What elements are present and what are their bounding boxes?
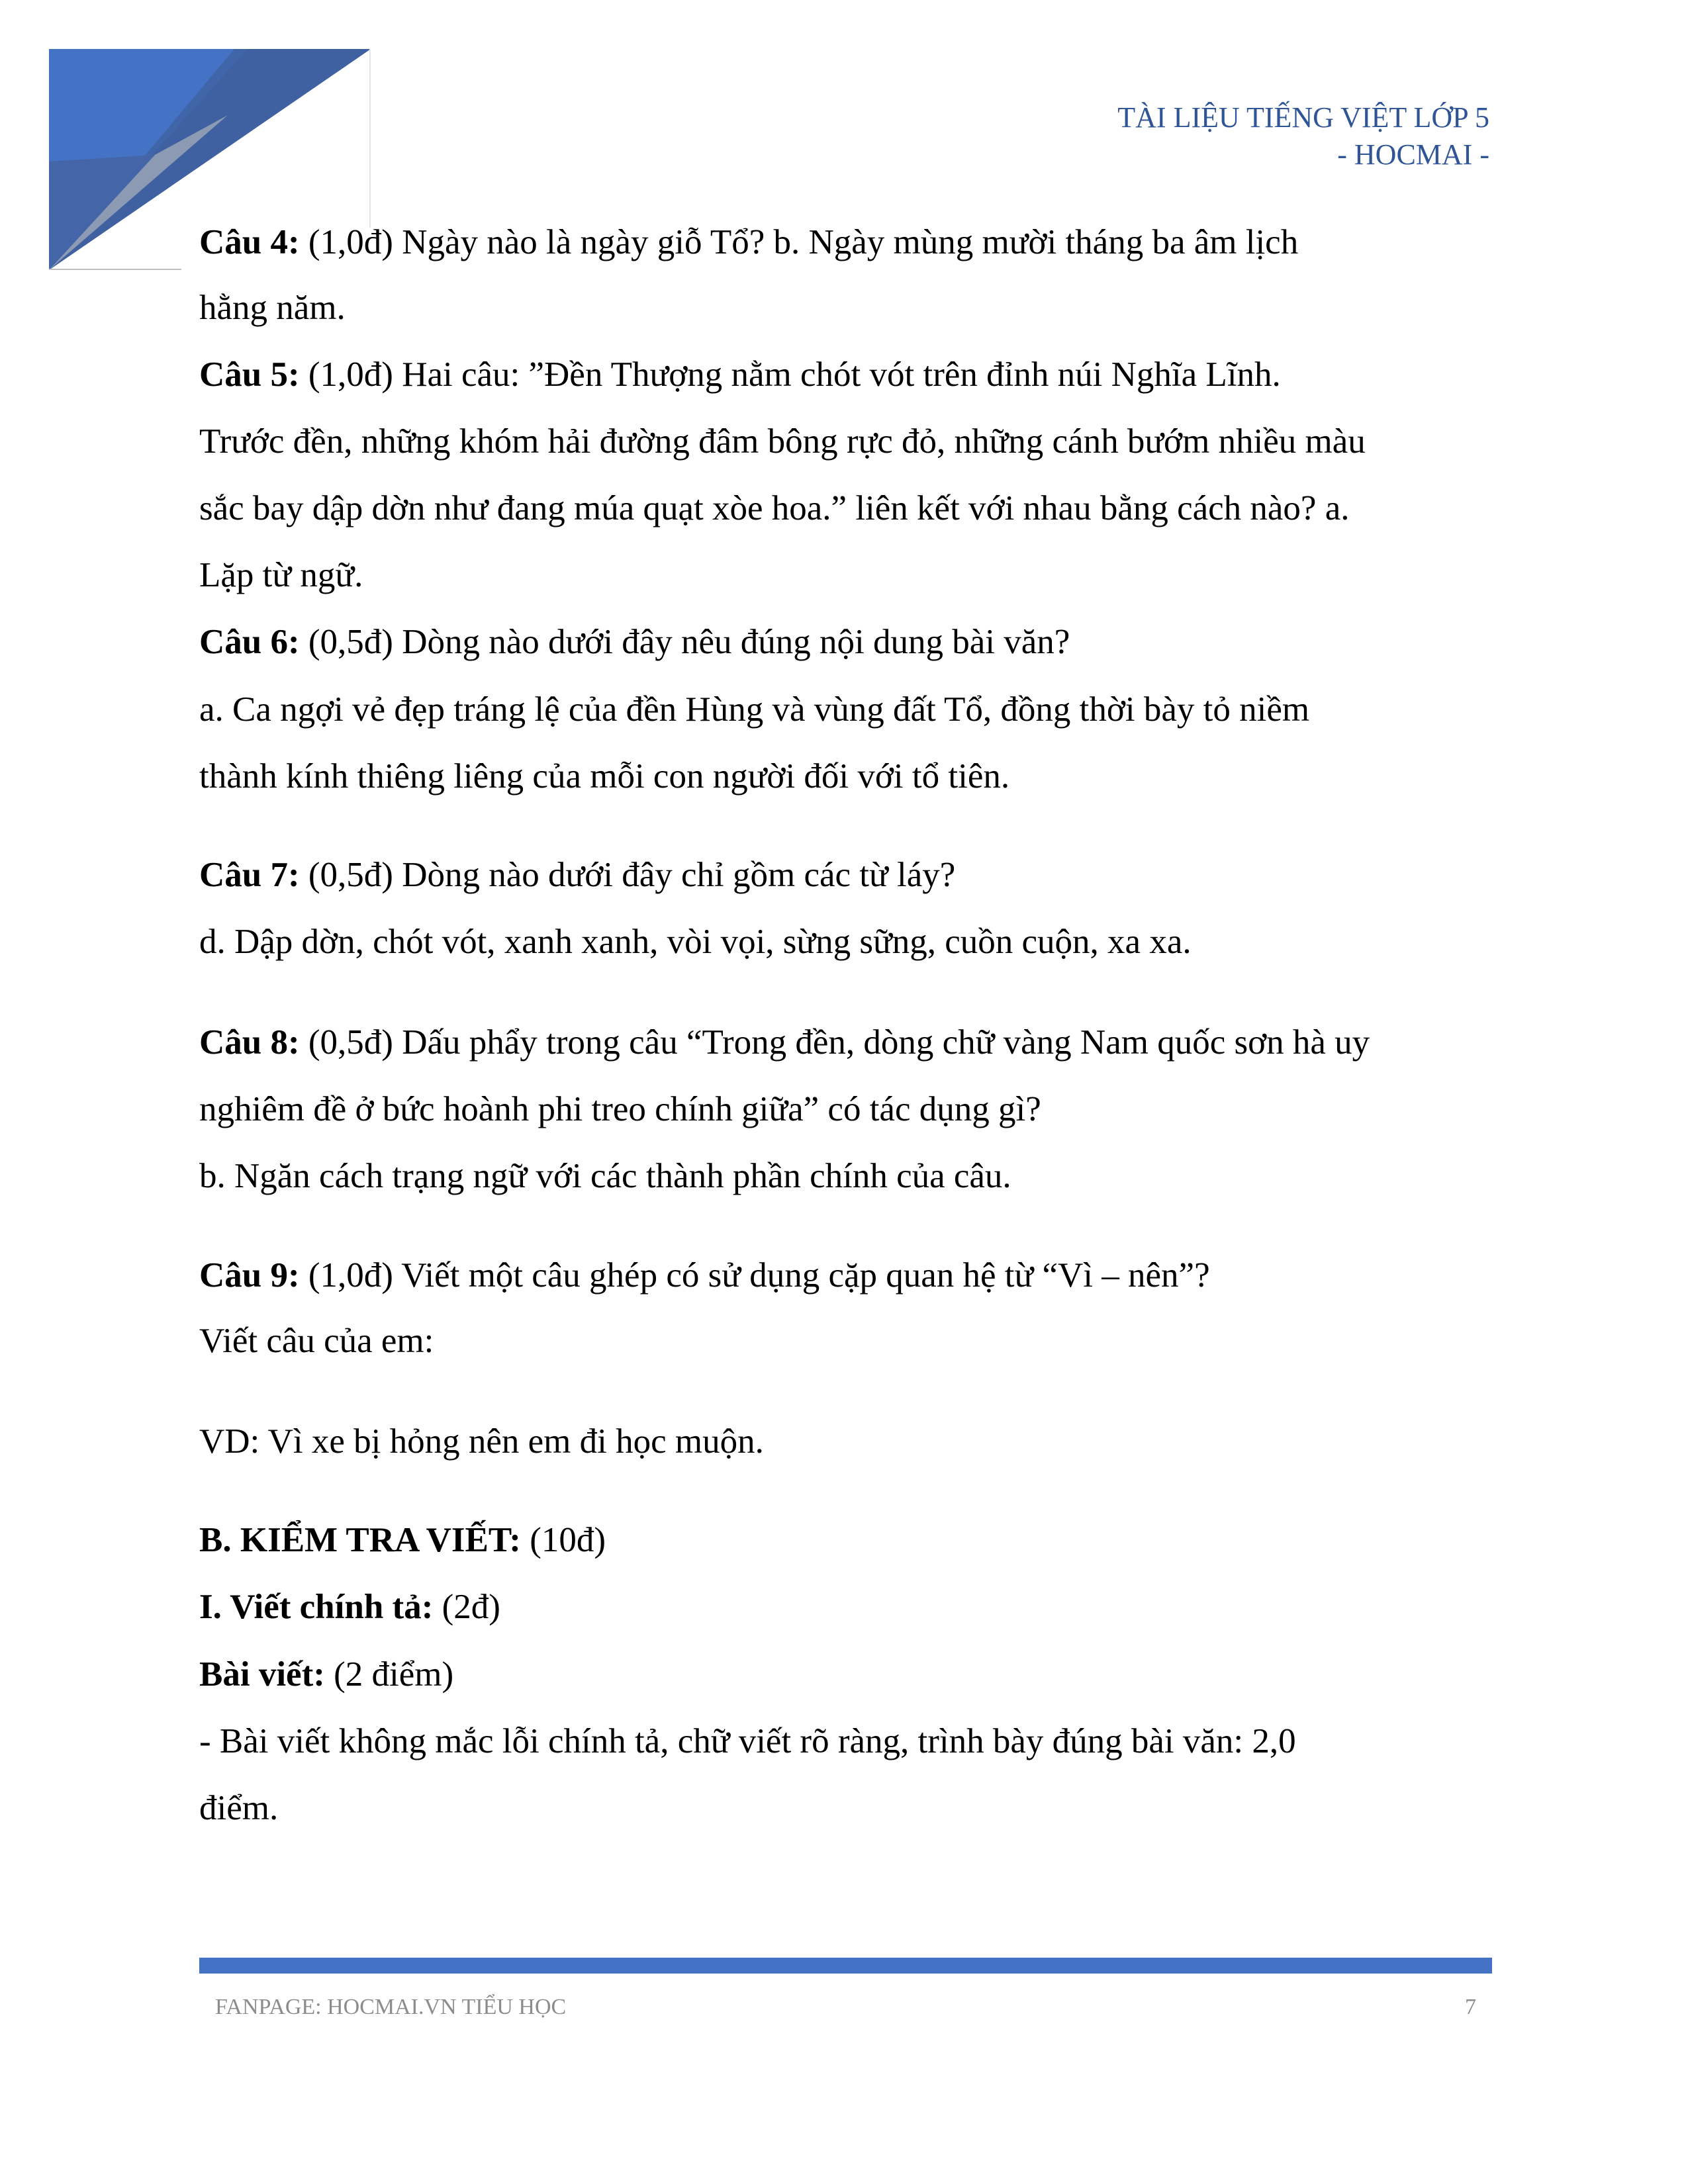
- text-line: [199, 753, 1009, 799]
- bold-label: I. Viết chính tả:: [199, 1588, 434, 1626]
- bold-label: Câu 6:: [199, 623, 300, 661]
- text-line: [199, 1785, 278, 1831]
- line-text: Trước đền, những khóm hải đường đâm bông rực đỏ, những cánh bướm nhiều màu: [199, 422, 1366, 461]
- header-subtitle: - HOCMAI -: [1337, 138, 1489, 171]
- bold-label: Câu 9:: [199, 1256, 300, 1295]
- line-text: (0,5đ) Dấu phẩy trong câu “Trong đền, dòng chữ vàng Nam quốc sơn hà uy: [299, 1023, 1370, 1062]
- footer-divider: [199, 1958, 1492, 1974]
- line-text: (2đ): [433, 1588, 500, 1626]
- bold-label: B. KIỂM TRA VIẾT:: [199, 1521, 521, 1559]
- text-line: [199, 1651, 453, 1698]
- text-line: [199, 485, 1349, 531]
- text-line: [199, 1153, 1011, 1199]
- text-line: [199, 686, 1309, 733]
- text-line: [199, 552, 363, 598]
- text-line: [199, 351, 1281, 398]
- line-text: (0,5đ) Dòng nào dưới đây nêu đúng nội dung bài văn?: [299, 623, 1070, 661]
- line-text: - Bài viết không mắc lỗi chính tả, chữ viết rõ ràng, trình bày đúng bài văn: 2,0: [199, 1722, 1296, 1760]
- header-title: TÀI LIỆU TIẾNG VIỆT LỚP 5: [1117, 101, 1489, 134]
- line-text: thành kính thiêng liêng của mỗi con người đối với tổ tiên.: [199, 757, 1010, 796]
- text-line: [199, 285, 346, 331]
- text-line: [199, 1718, 1296, 1764]
- line-text: sắc bay dập dờn như đang múa quạt xòe hoa.” liên kết với nhau bằng cách nào? a.: [199, 489, 1350, 527]
- text-line: [199, 1086, 1041, 1132]
- line-text: nghiêm đề ở bức hoành phi treo chính giữa” có tác dụng gì?: [199, 1090, 1041, 1128]
- text-line: [199, 919, 1192, 965]
- line-text: VD: Vì xe bị hỏng nên em đi học muộn.: [199, 1422, 764, 1461]
- text-line: [199, 418, 1366, 465]
- bold-label: Câu 8:: [199, 1023, 300, 1062]
- line-text: (10đ): [520, 1521, 606, 1559]
- line-text: (1,0đ) Hai câu: ”Đền Thượng nằm chót vót trên đỉnh núi Nghĩa Lĩnh.: [299, 355, 1281, 394]
- bold-label: Câu 4:: [199, 223, 300, 261]
- text-line: [199, 619, 1070, 665]
- line-text: điểm.: [199, 1789, 279, 1827]
- page-number: 7: [1465, 1995, 1476, 2019]
- bold-label: Bài viết:: [199, 1655, 325, 1694]
- line-text: d. Dập dờn, chót vót, xanh xanh, vòi vọi, sừng sững, cuồn cuộn, xa xa.: [199, 923, 1192, 961]
- bold-label: Câu 5:: [199, 355, 300, 394]
- line-text: (1,0đ) Viết một câu ghép có sử dụng cặp quan hệ từ “Vì – nên”?: [299, 1256, 1210, 1295]
- text-line: [199, 1517, 606, 1563]
- line-text: a. Ca ngợi vẻ đẹp tráng lệ của đền Hùng và vùng đất Tổ, đồng thời bày tỏ niềm: [199, 690, 1310, 729]
- line-text: (0,5đ) Dòng nào dưới đây chỉ gồm các từ láy?: [299, 856, 956, 894]
- line-text: (2 điểm): [324, 1655, 454, 1694]
- line-text: b. Ngăn cách trạng ngữ với các thành phần chính của câu.: [199, 1157, 1011, 1195]
- text-line: [199, 1318, 434, 1364]
- line-text: (1,0đ) Ngày nào là ngày giỗ Tổ? b. Ngày mùng mười tháng ba âm lịch: [299, 223, 1299, 261]
- text-line: [199, 1252, 1210, 1298]
- text-line: [199, 219, 1298, 265]
- line-text: hằng năm.: [199, 289, 346, 327]
- bold-label: Câu 7:: [199, 856, 300, 894]
- line-text: Lặp từ ngữ.: [199, 556, 363, 594]
- line-text: Viết câu của em:: [199, 1322, 434, 1360]
- footer-fanpage: FANPAGE: HOCMAI.VN TIỂU HỌC: [215, 1995, 567, 2019]
- text-line: [199, 852, 955, 898]
- text-line: [199, 1418, 764, 1465]
- text-line: [199, 1584, 500, 1630]
- text-line: [199, 1019, 1370, 1066]
